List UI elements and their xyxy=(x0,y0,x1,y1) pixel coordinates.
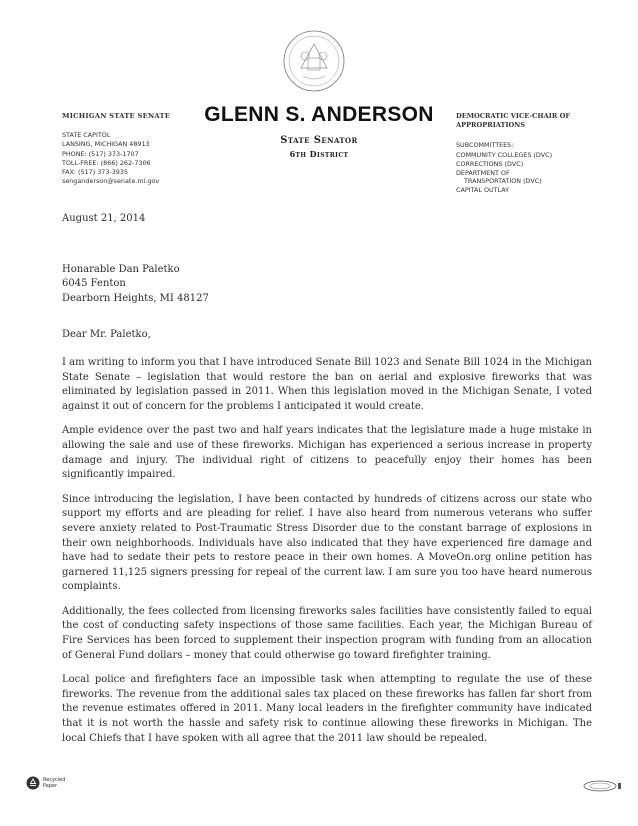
subcommittee-item: TRANSPORTATION (DVC) xyxy=(464,177,542,186)
toll-free: TOLL-FREE: (866) 262-7306 xyxy=(62,158,151,167)
union-bug-icon xyxy=(582,780,622,792)
letter-date: August 21, 2014 xyxy=(62,213,146,224)
letterhead-name-block xyxy=(200,103,438,159)
senate-name: MICHIGAN STATE SENATE xyxy=(62,112,171,120)
paragraph: Since introducing the legislation, I have been contacted by hundreds of citizens across our state who support my efforts and are pleading for relief. I have also heard from numerous veterans who suffer severe anxiety related to Post-Traumatic Stress Disorder due to the constant barrage of explosions in their own neighborhoods. Individuals have also indicated that they have experienced fire damage and have had to sedate their pets to restore peace in their own homes. A MoveOn.org online petition has garnered 11,125 signers pressing for repeal of the current law. I am sure you too have heard numerous complaints. xyxy=(62,493,592,593)
phone: PHONE: (517) 373-1707 xyxy=(62,149,139,158)
paragraph: Local police and firefighters face an impossible task when attempting to regulate the use of these fireworks. The revenue from the additional sales tax placed on these fireworks has fallen far short from the revenue estimates offered in 2011. Many local leaders in the firefighter community have indicated that it is not worth the hassle and safety risk to continue allowing these fireworks in Michigan. The local Chiefs that I have spoken with all agree that the 2011 law should be repealed. xyxy=(62,674,592,744)
paragraph: Additionally, the fees collected from licensing fireworks sales facilities have consistently failed to equal the cost of conducting safety inspections of those same facilities. Each year, the Michigan Bureau of Fire Services has been forced to supplement their inspection program with funding from an allocation of General Fund dollars – money that could otherwise go toward firefighter training. xyxy=(62,605,592,661)
senator-title xyxy=(200,135,438,146)
recipient-address xyxy=(62,263,592,307)
recipient-city: Dearborn Heights, MI 48127 xyxy=(62,292,209,304)
subcommittees-label: SUBCOMMITTEES: xyxy=(456,141,514,150)
email: senganderson@senate.mi.gov xyxy=(62,177,160,186)
paragraph: Ample evidence over the past two and half years indicates that the legislature made a huge mistake in allowing the sale and use of these fireworks. Michigan has experienced a serious increase in property damage and injury. The individual right of citizens to peacefully enjoy their homes has been significantly impaired. xyxy=(62,425,592,481)
recipient-street: 6045 Fenton xyxy=(62,278,126,290)
letterhead-committees xyxy=(456,112,626,195)
address-line: STATE CAPITOL xyxy=(62,131,111,140)
address-line: LANSING, MICHIGAN 48913 xyxy=(62,140,150,149)
senator-district xyxy=(200,149,438,159)
salutation: Dear Mr. Paletko, xyxy=(62,329,151,341)
fax: FAX: (517) 373-3935 xyxy=(62,168,129,177)
paper-label: Paper xyxy=(43,783,58,789)
letter-body xyxy=(62,212,592,756)
subcommittee-item: COMMUNITY COLLEGES (DVC) xyxy=(456,150,553,159)
district-text: 6th District xyxy=(289,149,349,159)
subcommittee-item: CORRECTIONS (DVC) xyxy=(456,159,524,168)
title-text: State Senator xyxy=(280,135,358,146)
subcommittee-item: DEPARTMENT OF xyxy=(456,168,510,177)
subcommittee-item: CAPITAL OUTLAY xyxy=(456,186,510,195)
michigan-state-seal xyxy=(283,30,345,92)
recycled-label: Recycled xyxy=(43,777,66,783)
recipient-name: Honarable Dan Paletko xyxy=(62,263,180,275)
recycle-icon xyxy=(26,776,40,790)
committee-role: DEMOCRATIC VICE-CHAIR OF APPROPRIATIONS xyxy=(456,112,571,129)
senator-name: GLENN S. ANDERSON xyxy=(204,103,434,126)
paragraph: I am writing to inform you that I have introduced Senate Bill 1023 and Senate Bill 1024 in the Michigan State Senate – legislation that would restore the ban on aerial and explosive fireworks that was eliminated by legislation passed in 2011. When this legislation moved in the Michigan Senate, I voted against it out of concern for the problems I anticipated it would create. xyxy=(62,356,592,412)
recycled-paper-mark xyxy=(26,776,65,790)
